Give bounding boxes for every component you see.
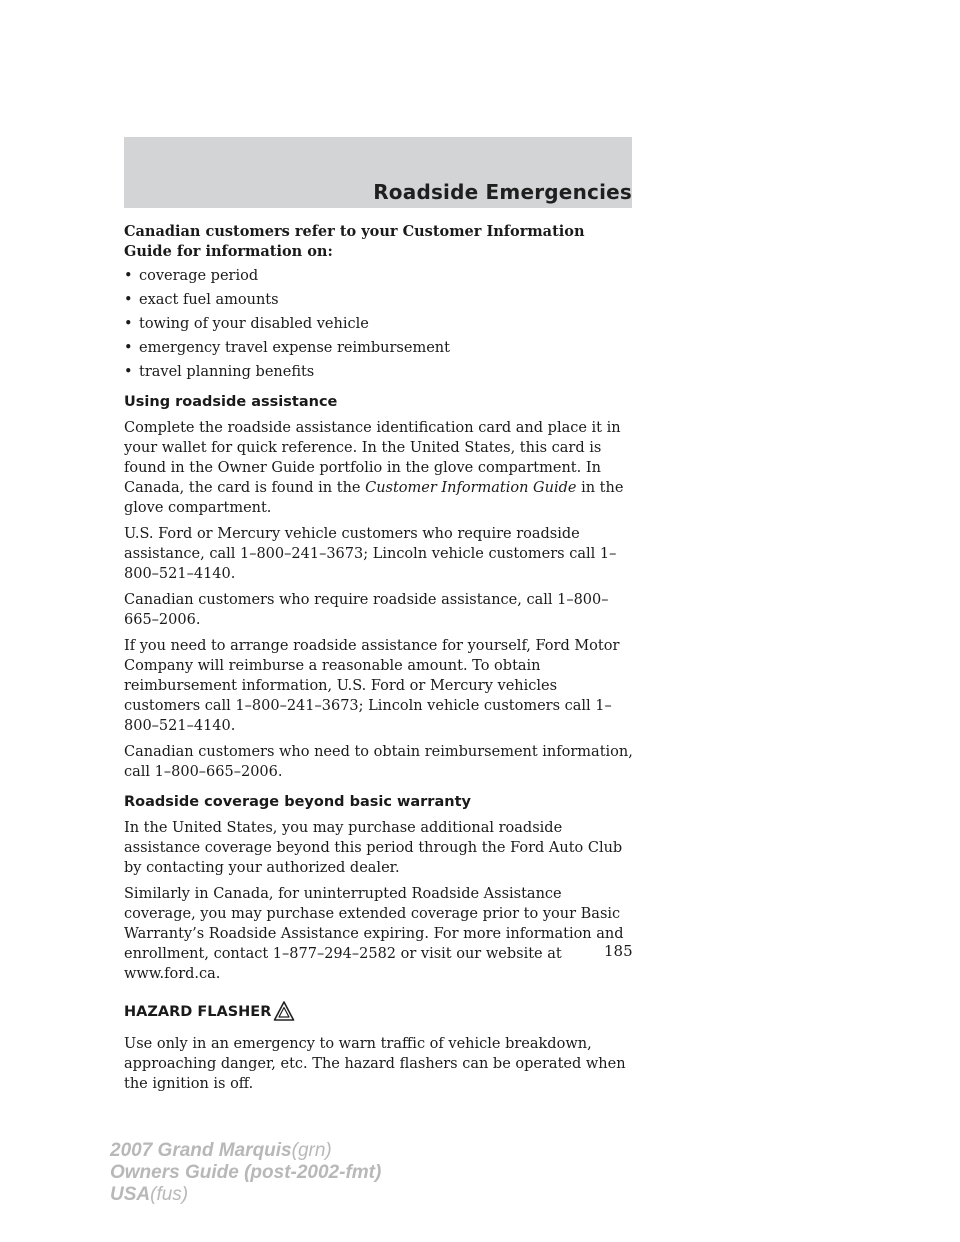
hazard-warning-icon: [273, 1000, 295, 1028]
coverage-heading: Roadside coverage beyond basic warranty: [124, 794, 471, 810]
footer-line-1: 2007 Grand Marquis(grn): [110, 1140, 332, 1161]
hazard-paragraph: Use only in an emergency to warn traffic of vehicle breakdown, approaching danger, etc. The hazard flashers can be operated when the ignition is off.: [124, 1036, 626, 1092]
info-bullet-list: [124, 266, 634, 382]
list-item: • exact fuel amounts: [124, 292, 279, 308]
footer-line-3: USA(fus): [110, 1184, 189, 1205]
list-item: • coverage period: [124, 268, 259, 284]
intro-paragraph: Canadian customers refer to your Customer Information Guide for information on:: [124, 223, 585, 260]
list-item: • towing of your disabled vehicle: [124, 316, 369, 332]
page-number: 185: [604, 942, 633, 960]
footer-line-2: Owners Guide (post-2002-fmt): [110, 1162, 382, 1183]
list-item: • travel planning benefits: [124, 364, 315, 380]
using-paragraph-5: Canadian customers who need to obtain reimbursement information, call 1–800–665–2006.: [124, 744, 633, 780]
using-paragraph-4: If you need to arrange roadside assistance for yourself, Ford Motor Company will reimburse a reasonable amount. To obtain reimbursement information, U.S. Ford or Mercury vehicles customers call 1–800–241–3673; Lincoln vehicle customers call 1–800–521–4140.: [124, 638, 620, 734]
list-item: • emergency travel expense reimbursement: [124, 340, 450, 356]
section-title: Roadside Emergencies: [373, 180, 632, 204]
page-content: [124, 222, 634, 1100]
section-header-band: [124, 137, 632, 208]
bullet-icon: •: [124, 316, 133, 332]
coverage-paragraph-1: In the United States, you may purchase additional roadside assistance coverage beyond this period through the Ford Auto Club by contacting your authorized dealer.: [124, 820, 623, 876]
bullet-icon: •: [124, 268, 133, 284]
using-paragraph-1: Complete the roadside assistance identification card and place it in your wallet for quick reference. In the United States, this card is found in the Owner Guide portfolio in the glove compartment. In Canada, the card is found in the Customer Information Guide in the glove compartment.: [124, 420, 624, 516]
using-paragraph-3: Canadian customers who require roadside assistance, call 1–800–665–2006.: [124, 592, 609, 628]
hazard-flasher-heading: HAZARD FLASHER: [124, 1000, 634, 1028]
bullet-icon: •: [124, 292, 133, 308]
coverage-paragraph-2: Similarly in Canada, for uninterrupted Roadside Assistance coverage, you may purchase extended coverage prior to your Basic Warranty’s Roadside Assistance expiring. For more information and enrollment, contact 1–877–294–2582 or visit our website at www.ford.ca.: [124, 886, 624, 982]
using-paragraph-2: U.S. Ford or Mercury vehicle customers who require roadside assistance, call 1–800–241–3673; Lincoln vehicle customers call 1–800–521–4140.: [124, 526, 617, 582]
using-roadside-heading: Using roadside assistance: [124, 394, 338, 410]
bullet-icon: •: [124, 364, 133, 380]
bullet-icon: •: [124, 340, 133, 356]
document-footer: [110, 1140, 381, 1206]
